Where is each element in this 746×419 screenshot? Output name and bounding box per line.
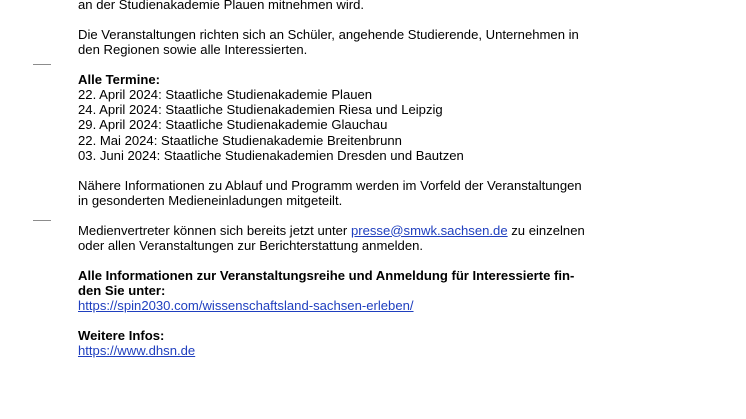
- registration-link[interactable]: https://spin2030.com/wissenschaftsland-sachsen-erleben/: [78, 298, 414, 314]
- margin-mark: [33, 64, 51, 65]
- press-line-2: oder allen Veranstaltungen zur Berichterstattung anmelden.: [78, 237, 424, 253]
- info-line-2: in gesonderten Medieneinladungen mitgeteilt.: [78, 192, 343, 208]
- registration-section: [78, 268, 638, 314]
- registration-heading-line-2: den Sie unter:: [78, 282, 166, 298]
- registration-heading-line-1: Alle Informationen zur Veranstaltungsreihe und Anmeldung für Interessierte fin-: [78, 267, 575, 283]
- info-paragraph: [78, 178, 638, 208]
- date-item: 29. April 2024: Staatliche Studienakademie Glauchau: [78, 117, 388, 133]
- more-info-section: [78, 328, 638, 358]
- dates-section: [78, 72, 638, 163]
- press-paragraph: [78, 223, 638, 253]
- press-line-1: [78, 223, 638, 238]
- dates-list: [78, 87, 638, 163]
- audience-line-2: den Regionen sowie alle Interessierten.: [78, 42, 308, 57]
- document-body: [78, 0, 638, 358]
- audience-line-1: Die Veranstaltungen richten sich an Schüler, angehende Studierende, Unternehmen in: [78, 26, 579, 42]
- margin-mark: [33, 220, 51, 221]
- date-item: 03. Juni 2024: Staatliche Studienakademien Dresden und Bautzen: [78, 147, 464, 163]
- press-email-link[interactable]: presse@smwk.sachsen.de: [350, 222, 508, 238]
- more-info-link[interactable]: https://www.dhsn.de: [78, 343, 196, 359]
- date-item: 22. Mai 2024: Staatliche Studienakademie Breitenbrunn: [78, 132, 402, 148]
- press-text-after: zu einzelnen: [507, 222, 585, 238]
- info-line-1: Nähere Informationen zu Ablauf und Programm werden im Vorfeld der Veranstaltungen: [78, 177, 582, 193]
- dates-heading: Alle Termine:: [78, 71, 160, 87]
- date-item: 24. April 2024: Staatliche Studienakademien Riesa und Leipzig: [78, 102, 443, 118]
- more-info-heading: Weitere Infos:: [78, 327, 165, 343]
- audience-paragraph: [78, 27, 638, 57]
- intro-line: an der Studienakademie Plauen mitnehmen wird.: [78, 0, 365, 12]
- date-item: 22. April 2024: Staatliche Studienakademie Plauen: [78, 87, 373, 102]
- press-text-before: Medienvertreter können sich bereits jetzt unter: [78, 222, 351, 238]
